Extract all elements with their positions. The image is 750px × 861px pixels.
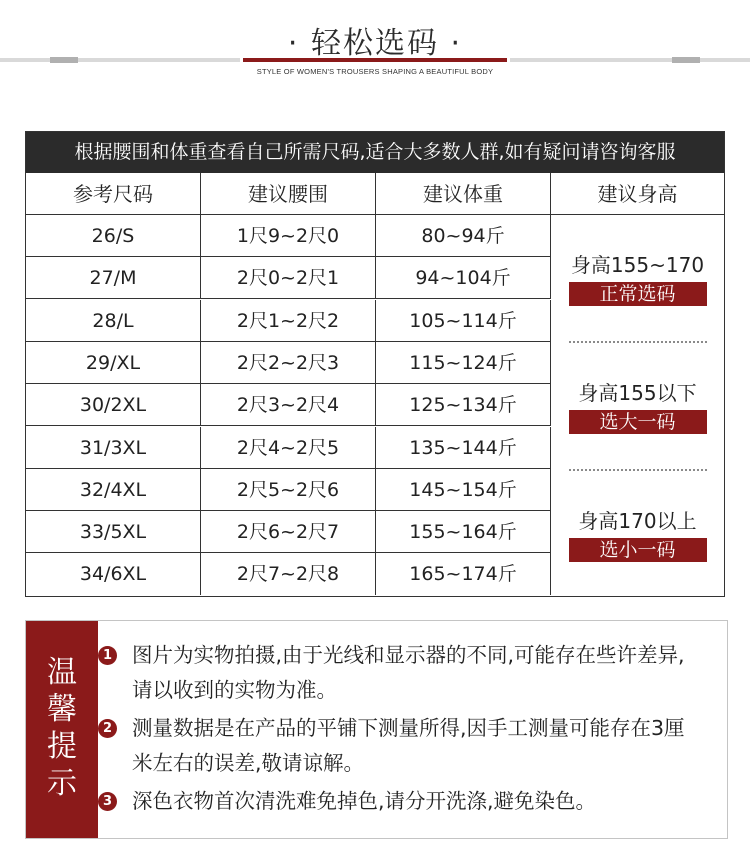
tip-text: 图片为实物拍摄,由于光线和显示器的不同,可能存在些许差异,请以收到的实物为准。 (132, 643, 685, 702)
table-row (26, 215, 551, 257)
table-row (26, 511, 551, 553)
size-cell: 33/5XL (26, 511, 201, 553)
waist-cell: 2尺3~2尺4 (201, 384, 376, 426)
tip-number-badge: 1 (98, 646, 117, 665)
size-cell: 27/M (26, 257, 201, 299)
table-row (26, 257, 551, 299)
size-cell: 32/4XL (26, 469, 201, 511)
size-advice-badge: 正常选码 (569, 282, 707, 306)
tips-label-block (26, 621, 98, 838)
weight-cell: 125~134斤 (376, 384, 551, 426)
weight-cell: 80~94斤 (376, 215, 551, 257)
weight-cell: 145~154斤 (376, 469, 551, 511)
col-header-size: 参考尺码 (26, 173, 201, 215)
weight-cell: 94~104斤 (376, 257, 551, 299)
height-group (551, 249, 724, 306)
waist-cell: 2尺2~2尺3 (201, 342, 376, 384)
weight-cell: 155~164斤 (376, 511, 551, 553)
tip-item (102, 784, 702, 819)
col-header-height: 建议身高 (551, 173, 724, 215)
table-banner: 根据腰围和体重查看自己所需尺码,适合大多数人群,如有疑问请咨询客服 (26, 132, 724, 173)
waist-cell: 2尺7~2尺8 (201, 553, 376, 595)
tip-item (102, 711, 702, 781)
waist-cell: 1尺9~2尺0 (201, 215, 376, 257)
tip-item (102, 638, 702, 708)
table-row (26, 427, 551, 469)
height-range: 身高155以下 (578, 381, 697, 405)
height-range: 身高170以上 (578, 509, 697, 533)
waist-cell: 2尺1~2尺2 (201, 300, 376, 342)
size-cell: 29/XL (26, 342, 201, 384)
table-row (26, 553, 551, 595)
height-range: 身高155~170 (570, 253, 705, 277)
tips-title-char: 提 (47, 729, 77, 764)
tips-title-char: 馨 (47, 692, 77, 727)
group-divider (569, 341, 707, 343)
waist-cell: 2尺0~2尺1 (201, 257, 376, 299)
size-cell: 34/6XL (26, 553, 201, 595)
size-advice-badge: 选小一码 (569, 538, 707, 562)
waist-cell: 2尺5~2尺6 (201, 469, 376, 511)
size-advice-badge: 选大一码 (569, 410, 707, 434)
waist-cell: 2尺6~2尺7 (201, 511, 376, 553)
height-advice-column (551, 215, 724, 596)
tip-number-badge: 2 (98, 719, 117, 738)
size-cell: 26/S (26, 215, 201, 257)
group-divider (569, 469, 707, 471)
tip-text: 深色衣物首次清洗难免掉色,请分开洗涤,避免染色。 (132, 789, 597, 813)
tip-text: 测量数据是在产品的平铺下测量所得,因手工测量可能存在3厘米左右的误差,敬请谅解。 (132, 716, 685, 775)
size-cell: 30/2XL (26, 384, 201, 426)
size-table (25, 131, 725, 597)
page-subtitle: STYLE OF WOMEN'S TROUSERS SHAPING A BEAUTIFUL BODY (256, 67, 494, 76)
tips-title-char: 温 (47, 655, 77, 690)
size-cell: 31/3XL (26, 427, 201, 469)
tip-number-badge: 3 (98, 792, 117, 811)
table-row (26, 384, 551, 426)
weight-cell: 105~114斤 (376, 300, 551, 342)
col-header-weight: 建议体重 (376, 173, 551, 215)
page-title: · 轻松选码 · (287, 26, 463, 61)
height-group (551, 377, 724, 434)
tips-title (26, 654, 98, 802)
tips-panel (25, 620, 728, 839)
table-row (26, 342, 551, 384)
weight-cell: 165~174斤 (376, 553, 551, 595)
col-header-waist: 建议腰围 (201, 173, 376, 215)
tips-title-char: 示 (47, 766, 77, 801)
table-row (26, 300, 551, 342)
waist-cell: 2尺4~2尺5 (201, 427, 376, 469)
size-cell: 28/L (26, 300, 201, 342)
weight-cell: 115~124斤 (376, 342, 551, 384)
height-group (551, 505, 724, 562)
table-row (26, 469, 551, 511)
table-header-row (26, 173, 724, 215)
page-header (0, 0, 750, 100)
weight-cell: 135~144斤 (376, 427, 551, 469)
